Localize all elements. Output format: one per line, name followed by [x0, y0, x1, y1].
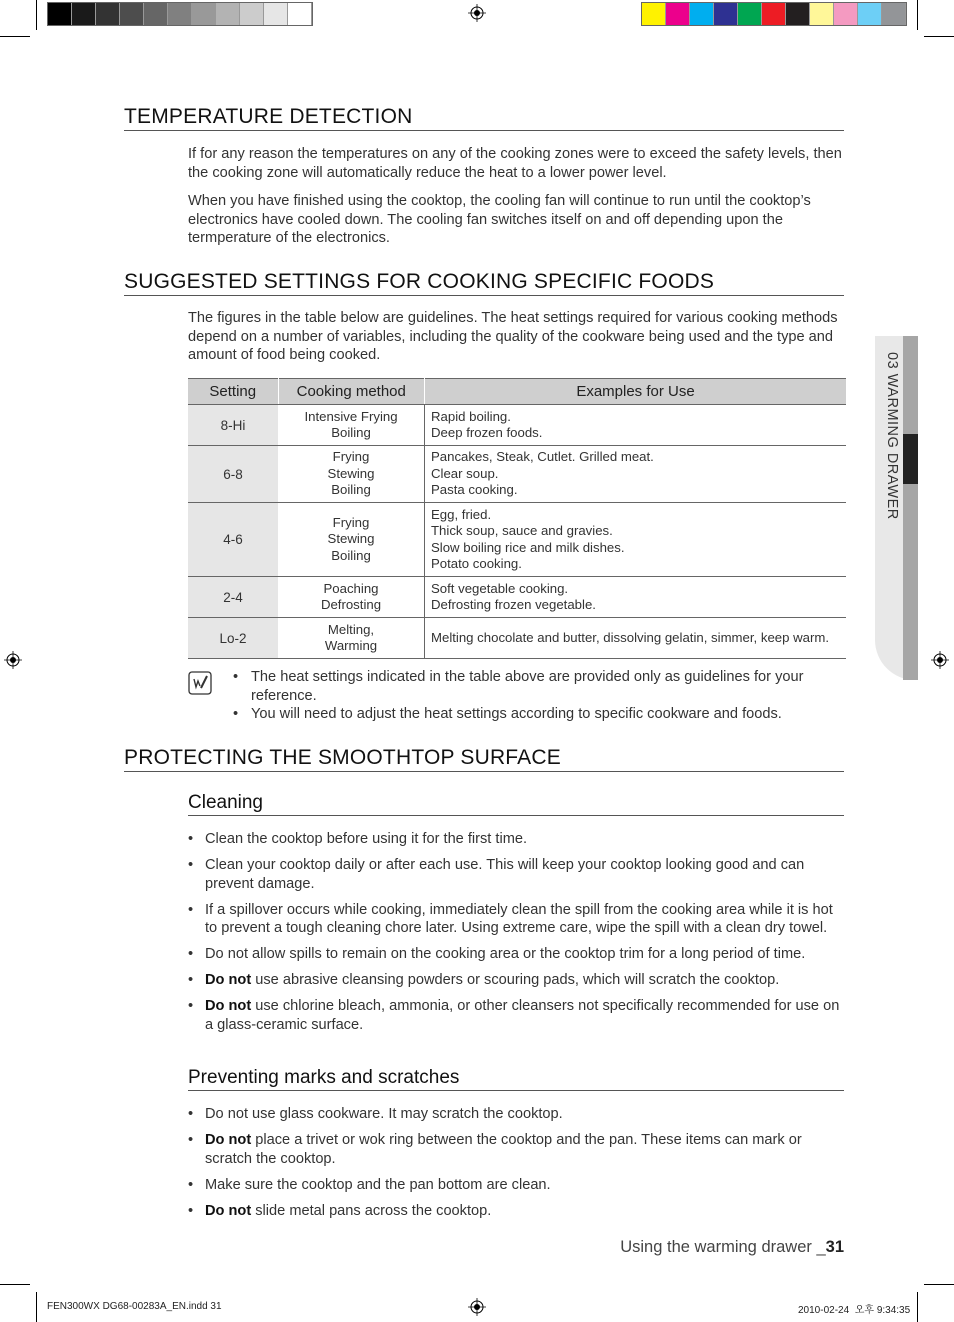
crop-mark: [36, 1292, 37, 1322]
table-header-row: [188, 379, 846, 405]
list-item: [188, 856, 848, 893]
crop-mark: [36, 0, 37, 30]
paragraph: If for any reason the temperatures on any of the cooking zones were to exceed the safety levels, then the cooking zone will automatically reduce the heat to a lower power level.: [188, 146, 842, 181]
example-item: Slow boiling rice and milk dishes.: [431, 539, 625, 555]
cooking-method-cell: [278, 405, 425, 446]
example-item: Pancakes, Steak, Cutlet. Grilled meat.: [431, 449, 654, 465]
examples-cell: [425, 446, 847, 503]
side-tab-marker: [903, 434, 918, 484]
examples-cell: [425, 503, 847, 577]
list-item: [188, 971, 848, 990]
list-item: [188, 1131, 848, 1168]
examples-cell: [425, 405, 847, 446]
registration-mark-icon: [4, 651, 22, 669]
color-swatch: [264, 3, 288, 25]
setting-cell: Lo-2: [188, 618, 278, 659]
footer-section-name: Using the warming drawer _: [620, 1238, 826, 1256]
registration-mark-icon: [931, 651, 949, 669]
color-swatch: [882, 3, 906, 25]
list-item-text: slide metal pans across the cooktop.: [251, 1202, 492, 1219]
registration-mark-icon: [468, 4, 486, 22]
list-item-text: If a spillover occurs while cooking, immediately clean the spill from the cooking area while it is hot to prevent a tough cleaning chore later. Using extreme care, wipe the spill with a clean dry towel.: [205, 901, 833, 936]
list-item-text: Do not allow spills to remain on the cooking area or the cooktop trim for a long period of time.: [205, 946, 806, 962]
example-item: Egg, fried.: [431, 506, 492, 522]
table-row: [188, 577, 846, 618]
color-swatch: [666, 3, 690, 25]
color-swatch: [810, 3, 834, 25]
column-header-cooking-method: Cooking method: [278, 379, 425, 405]
temperature-detection-heading: TEMPERATURE DETECTION: [124, 105, 844, 131]
cooking-method: Boiling: [331, 547, 371, 563]
example-item: Melting chocolate and butter, dissolving gelatin, simmer, keep warm.: [431, 629, 830, 645]
emphasis: Do not: [205, 1132, 252, 1148]
cooking-method: Warming: [324, 638, 378, 653]
page-number: 31: [825, 1238, 844, 1256]
list-item-text: Clean your cooktop daily or after each use. This will keep your cooktop looking good and can prevent damage.: [205, 857, 805, 892]
table-row: [188, 446, 846, 503]
crop-mark: [0, 36, 30, 37]
registration-mark-icon: [468, 1298, 486, 1316]
color-swatch: [690, 3, 714, 25]
cooking-method: Boiling: [331, 482, 371, 498]
table-row: [188, 618, 846, 659]
paragraph: The figures in the table below are guidelines. The heat settings required for various cooking methods depend on a number of variables, including the quality of the cookware being used and the type and amount of food being cooked.: [188, 310, 838, 363]
color-swatch: [786, 3, 810, 25]
list-item: [188, 1105, 848, 1124]
cleaning-subheading: Cleaning: [188, 791, 844, 816]
column-header-setting: Setting: [188, 379, 278, 405]
crop-mark: [917, 1292, 918, 1322]
color-swatch: [834, 3, 858, 25]
list-item: [188, 830, 848, 849]
example-item: Pasta cooking.: [431, 482, 518, 498]
preventing-subheading: Preventing marks and scratches: [188, 1066, 844, 1091]
notes-list: [233, 668, 833, 724]
example-item: Thick soup, sauce and gravies.: [431, 523, 613, 538]
cooking-method: Boiling: [331, 425, 371, 440]
file-name: FEN300WX DG68-00283A_EN.indd 31: [47, 1301, 222, 1312]
crop-mark: [924, 1284, 954, 1285]
page-footer: [560, 1238, 844, 1257]
color-swatch: [288, 3, 312, 25]
cooking-method: Defrosting: [320, 597, 382, 612]
color-swatch: [72, 3, 96, 25]
color-swatch: [714, 3, 738, 25]
list-item: [188, 1202, 848, 1221]
crop-mark: [924, 36, 954, 37]
color-swatch: [144, 3, 168, 25]
list-item-text: Do not use glass cookware. It may scratch the cooktop.: [205, 1106, 563, 1122]
preventing-list: [188, 1105, 848, 1228]
emphasis: Do not: [205, 1202, 252, 1219]
cooking-method: Frying: [332, 449, 370, 465]
note-icon: [188, 671, 212, 695]
color-swatch: [168, 3, 192, 25]
color-swatch: [192, 3, 216, 25]
color-swatch: [762, 3, 786, 25]
color-swatch: [96, 3, 120, 25]
print-timestamp: [798, 1301, 910, 1316]
list-item: [188, 997, 848, 1034]
example-item: Clear soup.: [431, 465, 499, 481]
suggested-settings-body: [188, 309, 844, 375]
setting-cell: 6-8: [188, 446, 278, 503]
cooking-method-cell: [278, 618, 425, 659]
cleaning-list: [188, 830, 848, 1042]
setting-cell: 8-Hi: [188, 405, 278, 446]
heat-settings-table: [188, 378, 846, 659]
table-row: [188, 405, 846, 446]
example-item: Rapid boiling.: [431, 408, 511, 424]
table-row: [188, 503, 846, 577]
cooking-method: Stewing: [327, 531, 375, 547]
example-item: Defrosting frozen vegetable.: [431, 597, 596, 612]
note-item: • You will need to adjust the heat settings according to specific cookware and foods.: [233, 705, 833, 724]
process-color-bar: [641, 2, 907, 26]
list-item-text: Clean the cooktop before using it for the first time.: [205, 831, 528, 847]
emphasis: Do not: [205, 972, 252, 988]
example-item: Potato cooking.: [431, 556, 522, 571]
column-header-examples: Examples for Use: [425, 379, 847, 405]
temperature-detection-body: [188, 145, 844, 258]
list-item-text: Make sure the cooktop and the pan bottom are clean.: [205, 1176, 551, 1193]
cooking-method: Frying: [332, 514, 370, 530]
note-item: • The heat settings indicated in the table above are provided only as guidelines for your reference.: [233, 668, 833, 705]
examples-cell: [425, 618, 847, 659]
crop-mark: [917, 0, 918, 30]
list-item-text: use abrasive cleansing powders or scouring pads, which will scratch the cooktop.: [251, 972, 780, 988]
suggested-settings-heading: SUGGESTED SETTINGS FOR COOKING SPECIFIC FOODS: [124, 270, 844, 296]
cooking-method: Stewing: [327, 465, 375, 481]
setting-cell: 2-4: [188, 577, 278, 618]
color-swatch: [738, 3, 762, 25]
side-tab-edge: [903, 336, 918, 680]
list-item-text: place a trivet or wok ring between the cooktop and the pan. These items can mark or scratch the cooktop.: [205, 1132, 802, 1167]
list-item: [188, 1176, 848, 1195]
print-time: 오후 9:34:35: [854, 1305, 911, 1316]
color-swatch: [642, 3, 666, 25]
example-item: Deep frozen foods.: [431, 425, 543, 440]
cooking-method-cell: [278, 577, 425, 618]
side-tab-label: 03 WARMING DRAWER: [884, 352, 900, 520]
setting-cell: 4-6: [188, 503, 278, 577]
list-item: [188, 945, 848, 964]
cooking-method: Melting,: [327, 621, 375, 637]
paragraph: When you have finished using the cooktop, the cooling fan will continue to run until the cooktop’s electronics have cooled down. The cooling fan switches itself on and off depending upon the termperature of the electronics.: [188, 193, 811, 246]
print-date: 2010-02-24: [798, 1305, 850, 1316]
list-item-text: use chlorine bleach, ammonia, or other cleansers not specifically recommended for use on a glass-ceramic surface.: [205, 998, 840, 1033]
example-item: Soft vegetable cooking.: [431, 580, 569, 596]
cooking-method: Poaching: [323, 580, 379, 596]
protecting-surface-heading: PROTECTING THE SMOOTHTOP SURFACE: [124, 746, 844, 772]
cooking-method-cell: [278, 446, 425, 503]
color-swatch: [240, 3, 264, 25]
color-swatch: [216, 3, 240, 25]
grayscale-color-bar: [47, 2, 313, 26]
crop-mark: [0, 1284, 30, 1285]
color-swatch: [858, 3, 882, 25]
examples-cell: [425, 577, 847, 618]
emphasis: Do not: [205, 998, 252, 1014]
color-swatch: [120, 3, 144, 25]
cooking-method-cell: [278, 503, 425, 577]
color-swatch: [48, 3, 72, 25]
list-item: [188, 901, 848, 938]
cooking-method: Intensive Frying: [304, 408, 398, 424]
